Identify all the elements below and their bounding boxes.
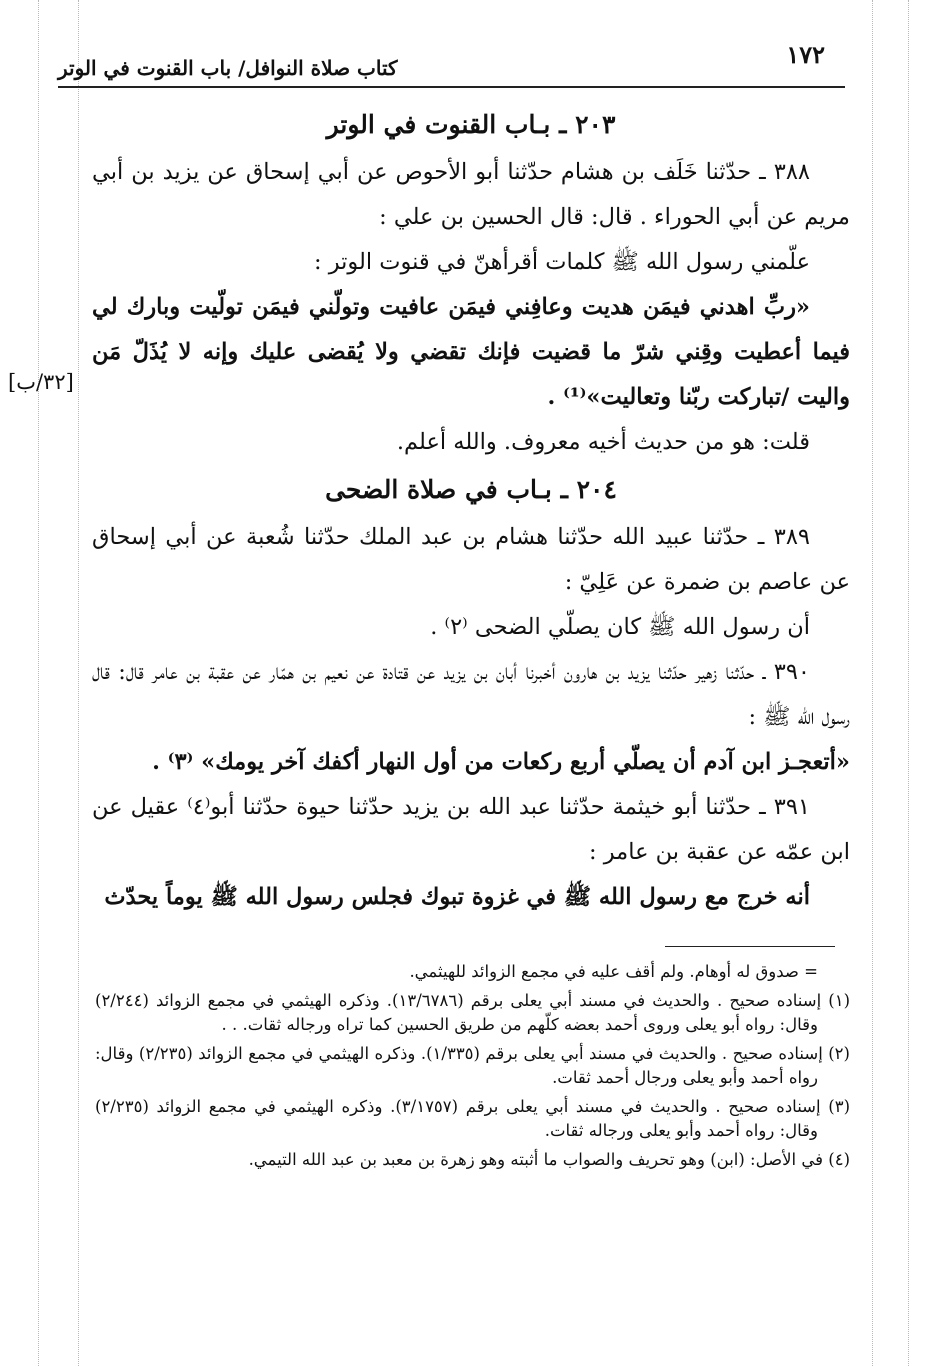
manuscript-folio-marker: [٣٢/ب] bbox=[8, 370, 74, 394]
dotted-guide-line bbox=[872, 0, 873, 1366]
hadith-391-matn: أنه خرج مع رسول الله ﷺ في غزوة تبوك فجلس رسول الله ﷺ يوماً يحدّث bbox=[104, 884, 810, 910]
dotted-guide-line bbox=[38, 0, 39, 1366]
running-title: كتاب صلاة النوافل/ باب القنوت في الوتر bbox=[58, 56, 398, 80]
dotted-guide-line bbox=[908, 0, 909, 1366]
hadith-388-intro: علّمني رسول الله ﷺ كلمات أقرأهنّ في قنوت الوتر : bbox=[314, 249, 810, 275]
hadith-388-comment: قلت: هو من حديث أخيه معروف. والله أعلم. bbox=[396, 429, 810, 455]
footnote-separator bbox=[665, 946, 835, 947]
footnote-2: (٢) إسناده صحيح . والحديث في مسند أبي يعلى برقم (١/٣٣٥). وذكره الهيثمي في مجمع الزوائد (٢/٢٣٥) وقال: رواه أحمد وأبو يعلى ورجال أحمد ثقات. bbox=[95, 1044, 850, 1087]
footnote-4: (٤) في الأصل: (ابن) وهو تحريف والصواب ما أثبته وهو زهرة بن معبد بن عبد الله التيمي. bbox=[248, 1150, 850, 1169]
hadith-390-matn: «أتعجـز ابن آدم أن يصلّي أربع ركعات من أول النهار أكفك آخر يومك» ⁽٣⁾ . bbox=[152, 749, 850, 775]
main-text bbox=[92, 100, 850, 920]
page-header bbox=[58, 38, 845, 88]
hadith-388-isnad: ٣٨٨ ـ حدّثنا خَلَف بن هشام حدّثنا أبو الأحوص عن أبي إسحاق عن يزيد بن أبي مريم عن أبي الحوراء . قال: قال الحسين بن علي : bbox=[92, 159, 850, 230]
dotted-guide-line bbox=[78, 0, 79, 1366]
footnote-3: (٣) إسناده صحيح . والحديث في مسند أبي يعلى برقم (٣/١٧٥٧). وذكره الهيثمي في مجمع الزوائد (٢/٢٣٥) وقال: رواه أحمد وأبو يعلى ورجاله ثقات. bbox=[95, 1097, 850, 1140]
hadith-390-isnad: ٣٩٠ ـ حدّثنا زهير حدّثنا يزيد بن هارون أخبرنا أبان بن يزيد عن قتادة عن نعيم بن همّار عن عقبة بن عامر قال: قال رسول الله ﷺ : bbox=[92, 659, 850, 730]
hadith-388-matn: «ربِّ اهدني فيمَن هديت وعافِني فيمَن عافيت وتولّني فيمَن تولّيت وبارك لي فيما أعطيت وقِني شرّ ما قضيت فإنك تقضي ولا يُقضى عليك وإنه لا يُذَلّ مَن واليت /تبارکت ربّنا وتعاليت»⁽¹⁾ . bbox=[92, 294, 850, 410]
page-number: ١٧٢ bbox=[786, 40, 825, 69]
hadith-391-isnad: ٣٩١ ـ حدّثنا أبو خيثمة حدّثنا عبد الله بن يزيد حدّثنا حيوة حدّثنا أبو⁽٤⁾ عقيل عن ابن عمّه عن عقبة بن عامر : bbox=[92, 794, 850, 865]
chapter-title-204: ٢٠٤ ـ بـاب في صلاة الضحى bbox=[325, 475, 617, 504]
footnote-1: (١) إسناده صحيح . والحديث في مسند أبي يعلى برقم (١٣/٦٧٨٦). وذكره الهيثمي في مجمع الزوائد (٢/٢٤٤) وقال: رواه أبو يعلى وروى أحمد بعضه كلّهم من طريق الحسين كما تراه ورجاله ثقات. . . bbox=[95, 991, 850, 1034]
chapter-title-203: ٢٠٣ ـ بـاب القنوت في الوتر bbox=[326, 110, 616, 139]
header-rule bbox=[58, 86, 845, 88]
footnotes bbox=[95, 960, 850, 1177]
footnote-continuation: = صدوق له أوهام. ولم أقف عليه في مجمع الزوائد للهيثمي. bbox=[409, 962, 818, 981]
hadith-389-matn: أن رسول الله ﷺ كان يصلّي الضحى ⁽٢⁾ . bbox=[430, 614, 810, 640]
hadith-389-isnad: ٣٨٩ ـ حدّثنا عبيد الله حدّثنا هشام بن عبد الملك حدّثنا شُعبة عن أبي إسحاق عن عاصم بن ضمرة عن عَلِيّ : bbox=[92, 524, 850, 595]
